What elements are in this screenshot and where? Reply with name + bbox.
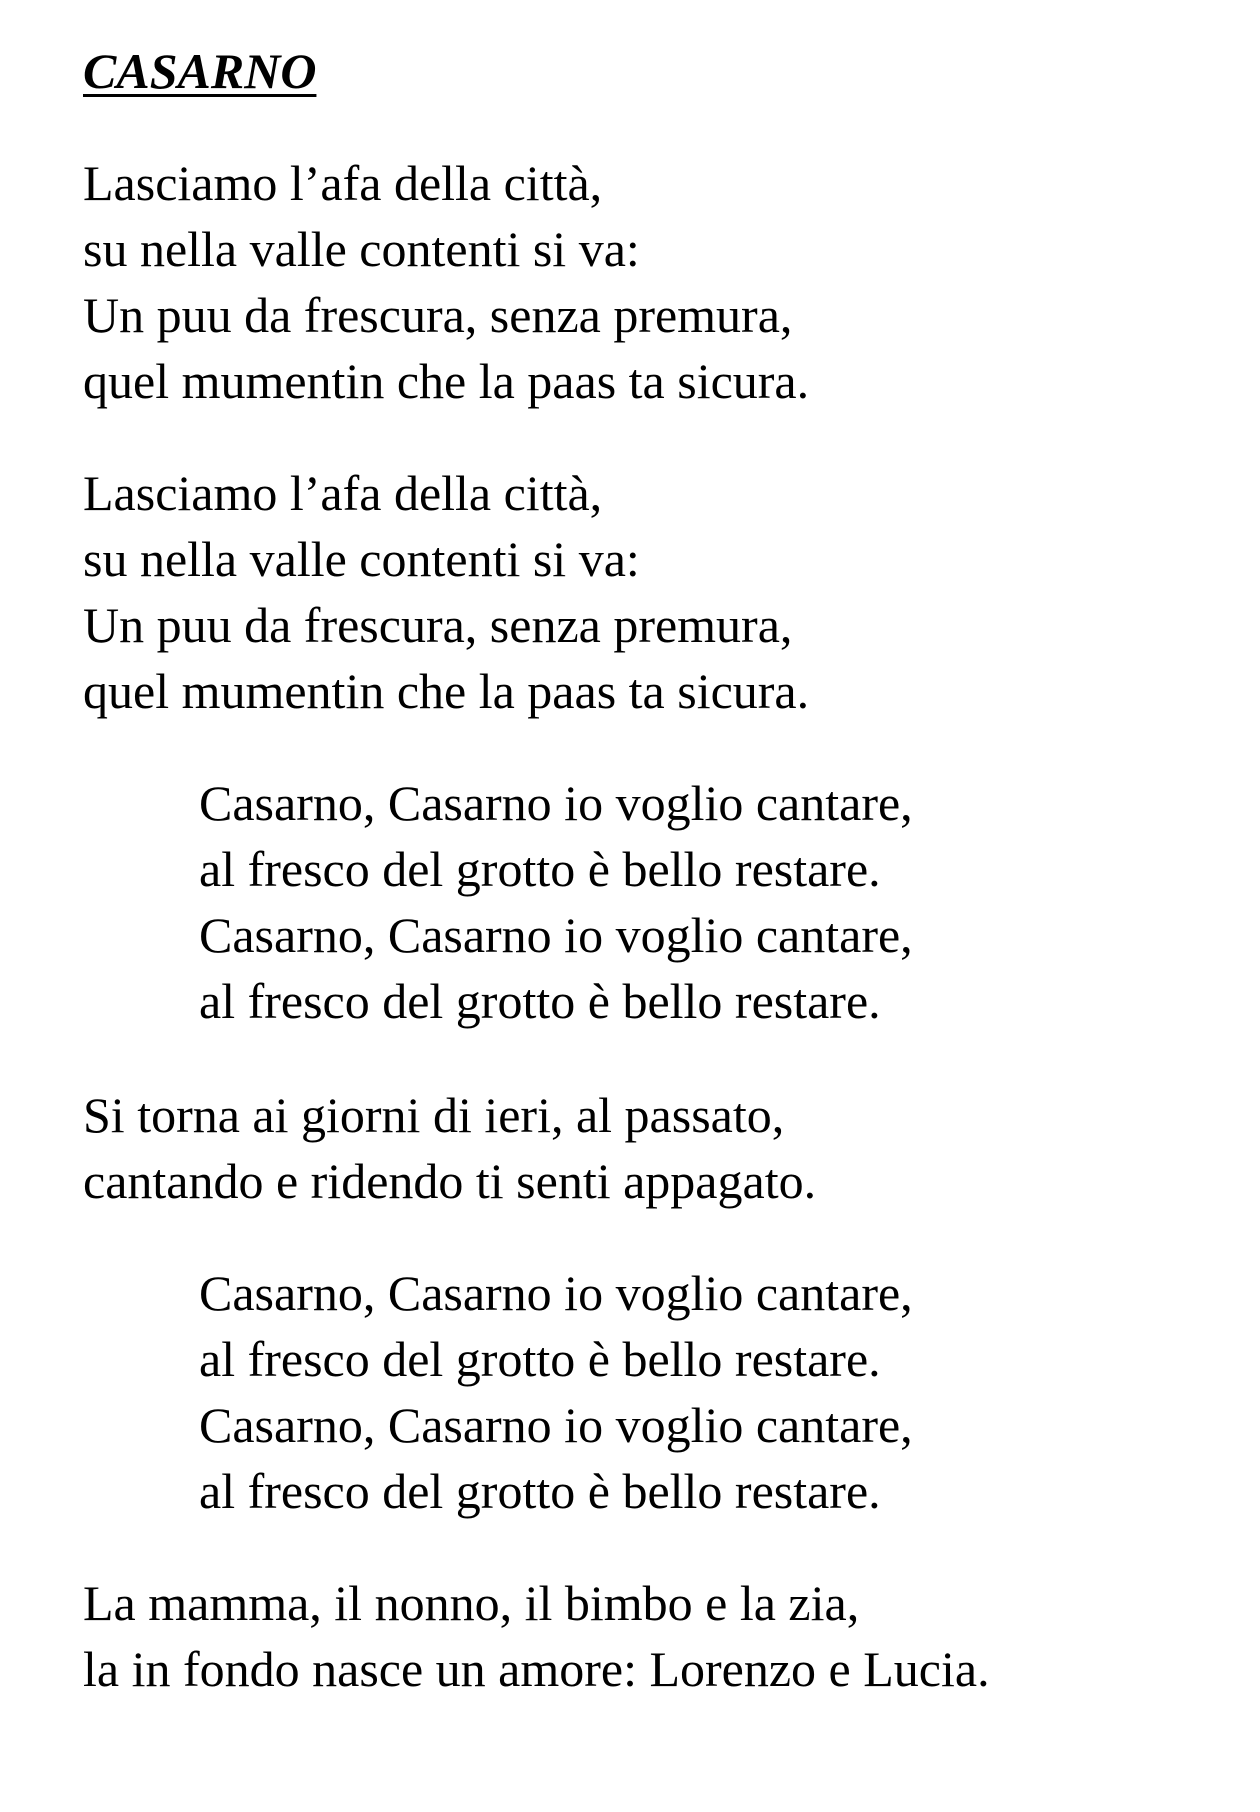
verse-line: Lasciamo l’afa della città, [83, 465, 603, 521]
chorus-line: Casarno, Casarno io voglio cantare, [199, 1397, 913, 1453]
verse-4 [83, 1570, 990, 1702]
verse-line: quel mumentin che la paas ta sicura. [83, 663, 810, 719]
chorus-line: Casarno, Casarno io voglio cantare, [199, 907, 913, 963]
chorus-line: al fresco del grotto è bello restare. [199, 1331, 881, 1387]
verse-line: Lasciamo l’afa della città, [83, 155, 603, 211]
verse-3 [83, 1082, 816, 1214]
chorus-line: al fresco del grotto è bello restare. [199, 1463, 881, 1519]
verse-1 [83, 150, 809, 414]
verse-line: su nella valle contenti si va: [83, 531, 640, 587]
chorus-line: al fresco del grotto è bello restare. [199, 841, 881, 897]
chorus-1 [199, 770, 913, 1034]
verse-2 [83, 460, 809, 724]
song-title: CASARNO [83, 43, 317, 99]
verse-line: cantando e ridendo ti senti appagato. [83, 1153, 817, 1209]
verse-line: Si torna ai giorni di ieri, al passato, [83, 1087, 785, 1143]
verse-line: quel mumentin che la paas ta sicura. [83, 353, 810, 409]
chorus-2 [199, 1260, 913, 1524]
verse-line: La mamma, il nonno, il bimbo e la zia, [83, 1575, 860, 1631]
chorus-line: Casarno, Casarno io voglio cantare, [199, 775, 913, 831]
verse-line: la in fondo nasce un amore: Lorenzo e Lucia. [83, 1641, 990, 1697]
verse-line: Un puu da frescura, senza premura, [83, 287, 793, 343]
chorus-line: al fresco del grotto è bello restare. [199, 973, 881, 1029]
verse-line: su nella valle contenti si va: [83, 221, 640, 277]
verse-line: Un puu da frescura, senza premura, [83, 597, 793, 653]
chorus-line: Casarno, Casarno io voglio cantare, [199, 1265, 913, 1321]
